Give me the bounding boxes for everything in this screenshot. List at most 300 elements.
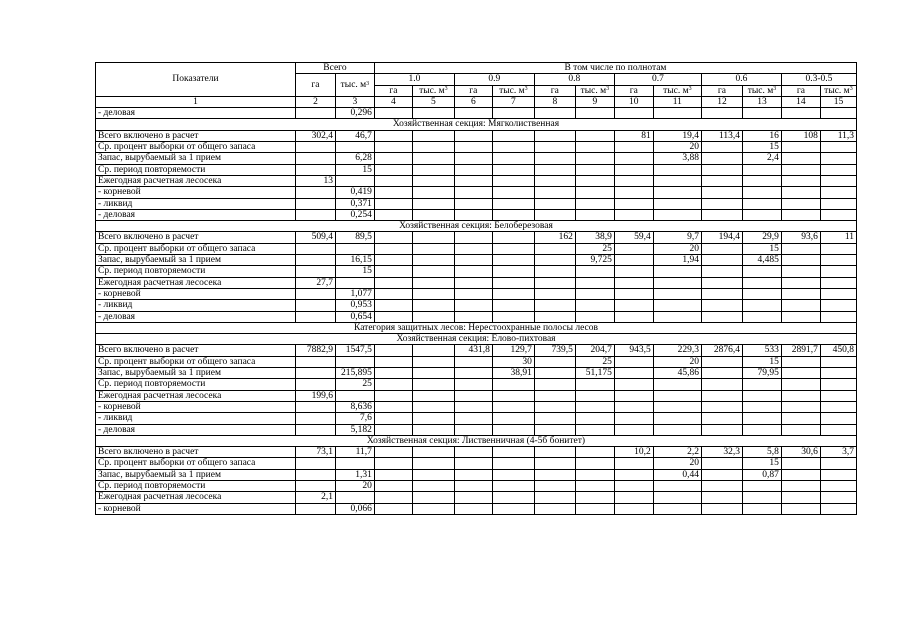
row-label: - ликвид (96, 198, 296, 209)
table-cell (781, 503, 820, 514)
table-cell (454, 142, 492, 153)
table-cell: 4,485 (742, 255, 781, 266)
table-cell (701, 198, 742, 209)
table-cell (575, 164, 614, 175)
table-cell (781, 198, 820, 209)
felling-calculation-table (95, 62, 857, 515)
table-cell (295, 288, 335, 299)
table-cell: 1547,5 (335, 345, 374, 356)
table-row (96, 266, 857, 277)
table-cell: 450,8 (820, 345, 856, 356)
table-cell (701, 164, 742, 175)
table-cell (374, 288, 412, 299)
table-row (96, 447, 857, 458)
table-cell (781, 311, 820, 322)
table-cell (374, 209, 412, 220)
table-row (96, 356, 857, 367)
table-cell: 2,1 (295, 492, 335, 503)
table-cell (454, 311, 492, 322)
table-cell (374, 356, 412, 367)
table-cell (614, 379, 653, 390)
table-cell (701, 368, 742, 379)
table-cell (412, 175, 454, 186)
table-cell (374, 300, 412, 311)
table-cell (454, 288, 492, 299)
table-cell: 7,6 (335, 413, 374, 424)
table-cell: 10,2 (614, 447, 653, 458)
table-cell (374, 424, 412, 435)
unit-ha: га (781, 85, 820, 96)
table-cell (412, 130, 454, 141)
section-row (96, 322, 857, 333)
row-label: Ср. процент выборки от общего запаса (96, 142, 296, 153)
table-cell: 20 (653, 458, 701, 469)
table-row (96, 164, 857, 175)
table-cell: 129,7 (492, 345, 534, 356)
table-row (96, 243, 857, 254)
unit-volume (412, 85, 454, 96)
table-cell (575, 108, 614, 119)
table-cell: 25 (335, 379, 374, 390)
table-row (96, 142, 857, 153)
table-cell (534, 255, 575, 266)
row-label: - корневой (96, 401, 296, 412)
table-cell (614, 458, 653, 469)
table-cell (653, 209, 701, 220)
table-cell (614, 390, 653, 401)
table-cell (454, 492, 492, 503)
row-label: Ежегодная расчетная лесосека (96, 277, 296, 288)
table-cell (454, 266, 492, 277)
table-cell (653, 390, 701, 401)
table-cell: 15 (742, 356, 781, 367)
table-cell: 7882,9 (295, 345, 335, 356)
table-cell (820, 458, 856, 469)
table-cell (781, 175, 820, 186)
table-cell (492, 469, 534, 480)
table-cell (614, 368, 653, 379)
table-cell (742, 413, 781, 424)
table-cell (454, 447, 492, 458)
table-cell (534, 108, 575, 119)
table-cell: 46,7 (335, 130, 374, 141)
table-cell (701, 413, 742, 424)
table-cell (412, 266, 454, 277)
table-cell (614, 243, 653, 254)
table-cell (412, 503, 454, 514)
table-cell (653, 492, 701, 503)
table-cell: 81 (614, 130, 653, 141)
table-cell: 108 (781, 130, 820, 141)
table-cell (295, 503, 335, 514)
header-indicators: Показатели (96, 63, 296, 97)
column-number: 4 (374, 96, 412, 107)
table-cell (701, 311, 742, 322)
table-cell (742, 480, 781, 491)
row-label: - корневой (96, 288, 296, 299)
table-cell (295, 187, 335, 198)
table-cell (820, 311, 856, 322)
table-cell (575, 209, 614, 220)
table-cell (653, 164, 701, 175)
table-cell (295, 401, 335, 412)
unit-volume (653, 85, 701, 96)
table-cell (454, 458, 492, 469)
unit-volume-label: тыс. м (499, 85, 525, 96)
table-cell (820, 255, 856, 266)
table-cell: 194,4 (701, 232, 742, 243)
table-cell (492, 277, 534, 288)
unit-volume (492, 85, 534, 96)
table-cell (374, 345, 412, 356)
table-cell (374, 480, 412, 491)
unit-ha: га (614, 85, 653, 96)
table-cell (534, 413, 575, 424)
table-cell (742, 266, 781, 277)
table-cell (374, 198, 412, 209)
table-cell (575, 175, 614, 186)
row-label: - корневой (96, 187, 296, 198)
table-cell (492, 390, 534, 401)
table-cell (374, 266, 412, 277)
density-header: 0.9 (454, 74, 534, 85)
table-cell (820, 266, 856, 277)
row-label: Запас, вырубаемый за 1 прием (96, 469, 296, 480)
section-title: Категория защитных лесов: Нерестоохранные полосы лесов (96, 322, 857, 333)
header-total: Всего (295, 63, 374, 74)
table-cell (492, 243, 534, 254)
table-cell: 11 (820, 232, 856, 243)
table-cell (742, 401, 781, 412)
table-cell (454, 209, 492, 220)
table-cell (742, 288, 781, 299)
table-cell (534, 424, 575, 435)
table-cell (374, 153, 412, 164)
table-cell (534, 153, 575, 164)
table-cell: 0,654 (335, 311, 374, 322)
table-row (96, 379, 857, 390)
table-row (96, 300, 857, 311)
table-cell (701, 255, 742, 266)
table-cell (653, 300, 701, 311)
table-cell (374, 447, 412, 458)
table-cell (781, 356, 820, 367)
table-cell (820, 187, 856, 198)
table-cell (820, 379, 856, 390)
table-cell: 25 (575, 243, 614, 254)
table-row (96, 311, 857, 322)
table-row (96, 390, 857, 401)
table-cell (781, 255, 820, 266)
unit-volume-sup: 3 (849, 85, 853, 92)
table-cell: 13 (295, 175, 335, 186)
table-cell (781, 288, 820, 299)
table-cell: 1,31 (335, 469, 374, 480)
table-cell (820, 424, 856, 435)
table-cell (295, 142, 335, 153)
table-cell (374, 130, 412, 141)
table-cell (614, 424, 653, 435)
table-cell: 73,1 (295, 447, 335, 458)
table-cell (534, 266, 575, 277)
table-cell: 943,5 (614, 345, 653, 356)
unit-volume (742, 85, 781, 96)
table-cell (412, 401, 454, 412)
table-cell (653, 413, 701, 424)
table-cell (454, 424, 492, 435)
table-cell (295, 368, 335, 379)
unit-ha: га (454, 85, 492, 96)
table-cell (412, 413, 454, 424)
table-cell (781, 266, 820, 277)
section-title: Хозяйственная секция: Белоберезовая (96, 221, 857, 232)
table-cell (412, 108, 454, 119)
table-cell (534, 480, 575, 491)
table-cell (781, 108, 820, 119)
section-title: Хозяйственная секция: Лиственничная (4-5б бонитет) (96, 435, 857, 446)
table-cell (295, 480, 335, 491)
row-label: Всего включено в расчет (96, 232, 296, 243)
section-row (96, 119, 857, 130)
table-row (96, 503, 857, 514)
table-cell (534, 492, 575, 503)
table-cell (492, 164, 534, 175)
table-cell (534, 368, 575, 379)
table-cell: 59,4 (614, 232, 653, 243)
table-cell (820, 401, 856, 412)
table-cell (614, 311, 653, 322)
table-cell (534, 311, 575, 322)
table-cell (374, 255, 412, 266)
forest-table-page (95, 62, 857, 515)
table-cell (781, 424, 820, 435)
table-cell (701, 401, 742, 412)
table-cell (614, 153, 653, 164)
table-cell (412, 232, 454, 243)
table-row (96, 130, 857, 141)
table-cell: 15 (335, 266, 374, 277)
table-cell: 79,95 (742, 368, 781, 379)
table-cell: 2,2 (653, 447, 701, 458)
table-cell (534, 142, 575, 153)
table-cell (742, 209, 781, 220)
table-cell (653, 108, 701, 119)
table-cell (820, 277, 856, 288)
table-cell (701, 142, 742, 153)
table-cell: 215,895 (335, 368, 374, 379)
column-number-row (96, 96, 857, 107)
row-label: - корневой (96, 503, 296, 514)
table-cell (454, 277, 492, 288)
table-cell (295, 243, 335, 254)
table-cell (335, 243, 374, 254)
column-number: 7 (492, 96, 534, 107)
table-cell (454, 153, 492, 164)
table-cell (412, 368, 454, 379)
table-cell (335, 458, 374, 469)
table-cell (820, 480, 856, 491)
table-cell (820, 356, 856, 367)
table-cell (742, 108, 781, 119)
table-cell: 93,6 (781, 232, 820, 243)
unit-volume-sup: 3 (773, 85, 777, 92)
table-cell (575, 424, 614, 435)
table-cell: 38,9 (575, 232, 614, 243)
table-cell: 29,9 (742, 232, 781, 243)
table-row (96, 198, 857, 209)
table-cell (492, 311, 534, 322)
table-cell (454, 390, 492, 401)
table-cell (701, 480, 742, 491)
column-number: 9 (575, 96, 614, 107)
unit-volume-sup: 3 (524, 85, 528, 92)
table-cell (575, 503, 614, 514)
table-cell (412, 379, 454, 390)
density-header: 0.7 (614, 74, 701, 85)
table-cell: 9,725 (575, 255, 614, 266)
table-cell (820, 469, 856, 480)
table-cell (742, 175, 781, 186)
table-cell (701, 503, 742, 514)
table-cell: 89,5 (335, 232, 374, 243)
table-cell (454, 243, 492, 254)
table-cell (454, 300, 492, 311)
table-cell: 229,3 (653, 345, 701, 356)
table-cell (492, 153, 534, 164)
table-cell (701, 288, 742, 299)
table-cell (742, 164, 781, 175)
table-cell: 16,15 (335, 255, 374, 266)
table-cell (534, 458, 575, 469)
table-cell (295, 311, 335, 322)
unit-volume (575, 85, 614, 96)
table-cell (781, 368, 820, 379)
column-number: 3 (335, 96, 374, 107)
density-header: 1.0 (374, 74, 454, 85)
table-cell (492, 424, 534, 435)
table-header (96, 63, 857, 108)
table-cell: 1,94 (653, 255, 701, 266)
table-cell (653, 424, 701, 435)
table-cell (614, 198, 653, 209)
table-cell (295, 458, 335, 469)
table-cell (820, 503, 856, 514)
table-cell (614, 108, 653, 119)
table-cell (575, 198, 614, 209)
table-cell (781, 164, 820, 175)
table-cell (534, 401, 575, 412)
table-cell (412, 480, 454, 491)
table-row (96, 209, 857, 220)
table-cell (534, 390, 575, 401)
table-cell (534, 164, 575, 175)
column-number: 8 (534, 96, 575, 107)
table-cell: 2876,4 (701, 345, 742, 356)
table-cell (335, 492, 374, 503)
row-label: Запас, вырубаемый за 1 прием (96, 153, 296, 164)
table-cell: 1,077 (335, 288, 374, 299)
table-cell (335, 277, 374, 288)
table-cell: 25 (575, 356, 614, 367)
table-cell (701, 175, 742, 186)
section-title: Хозяйственная секция: Елово-пихтовая (96, 334, 857, 345)
table-cell (534, 288, 575, 299)
table-cell: 162 (534, 232, 575, 243)
table-cell (742, 379, 781, 390)
table-cell (454, 503, 492, 514)
table-row (96, 413, 857, 424)
table-cell (534, 243, 575, 254)
row-label: Ср. период повторяемости (96, 164, 296, 175)
table-cell: 20 (335, 480, 374, 491)
column-number: 6 (454, 96, 492, 107)
table-cell (653, 175, 701, 186)
table-cell (534, 277, 575, 288)
unit-volume-label: тыс. м (663, 85, 689, 96)
table-cell: 15 (742, 243, 781, 254)
table-cell (575, 277, 614, 288)
table-cell (781, 480, 820, 491)
table-cell (701, 108, 742, 119)
table-cell (295, 379, 335, 390)
column-number: 5 (412, 96, 454, 107)
table-cell (492, 379, 534, 390)
density-header: 0.8 (534, 74, 614, 85)
table-cell (295, 424, 335, 435)
table-cell (701, 424, 742, 435)
table-cell (454, 255, 492, 266)
table-row (96, 288, 857, 299)
table-cell (335, 175, 374, 186)
table-cell (454, 187, 492, 198)
section-row (96, 334, 857, 345)
table-cell (701, 492, 742, 503)
table-cell (575, 142, 614, 153)
table-cell (575, 130, 614, 141)
table-cell (454, 469, 492, 480)
table-cell (742, 198, 781, 209)
table-cell (742, 187, 781, 198)
table-cell (374, 458, 412, 469)
table-cell: 15 (742, 142, 781, 153)
table-cell (575, 266, 614, 277)
table-cell (492, 447, 534, 458)
table-cell (742, 390, 781, 401)
table-cell: 0,419 (335, 187, 374, 198)
table-cell (492, 492, 534, 503)
table-cell (653, 503, 701, 514)
table-cell (614, 503, 653, 514)
table-cell (492, 266, 534, 277)
table-cell: 16 (742, 130, 781, 141)
table-cell (820, 153, 856, 164)
table-cell (742, 311, 781, 322)
table-cell (335, 142, 374, 153)
table-cell (534, 503, 575, 514)
table-cell (492, 108, 534, 119)
table-cell (614, 266, 653, 277)
table-cell: 19,4 (653, 130, 701, 141)
table-cell: 509,4 (295, 232, 335, 243)
table-cell (374, 142, 412, 153)
table-cell (335, 390, 374, 401)
table-cell (781, 209, 820, 220)
table-cell (781, 300, 820, 311)
table-cell (374, 311, 412, 322)
table-cell: 0,254 (335, 209, 374, 220)
table-cell (412, 447, 454, 458)
table-cell (742, 503, 781, 514)
